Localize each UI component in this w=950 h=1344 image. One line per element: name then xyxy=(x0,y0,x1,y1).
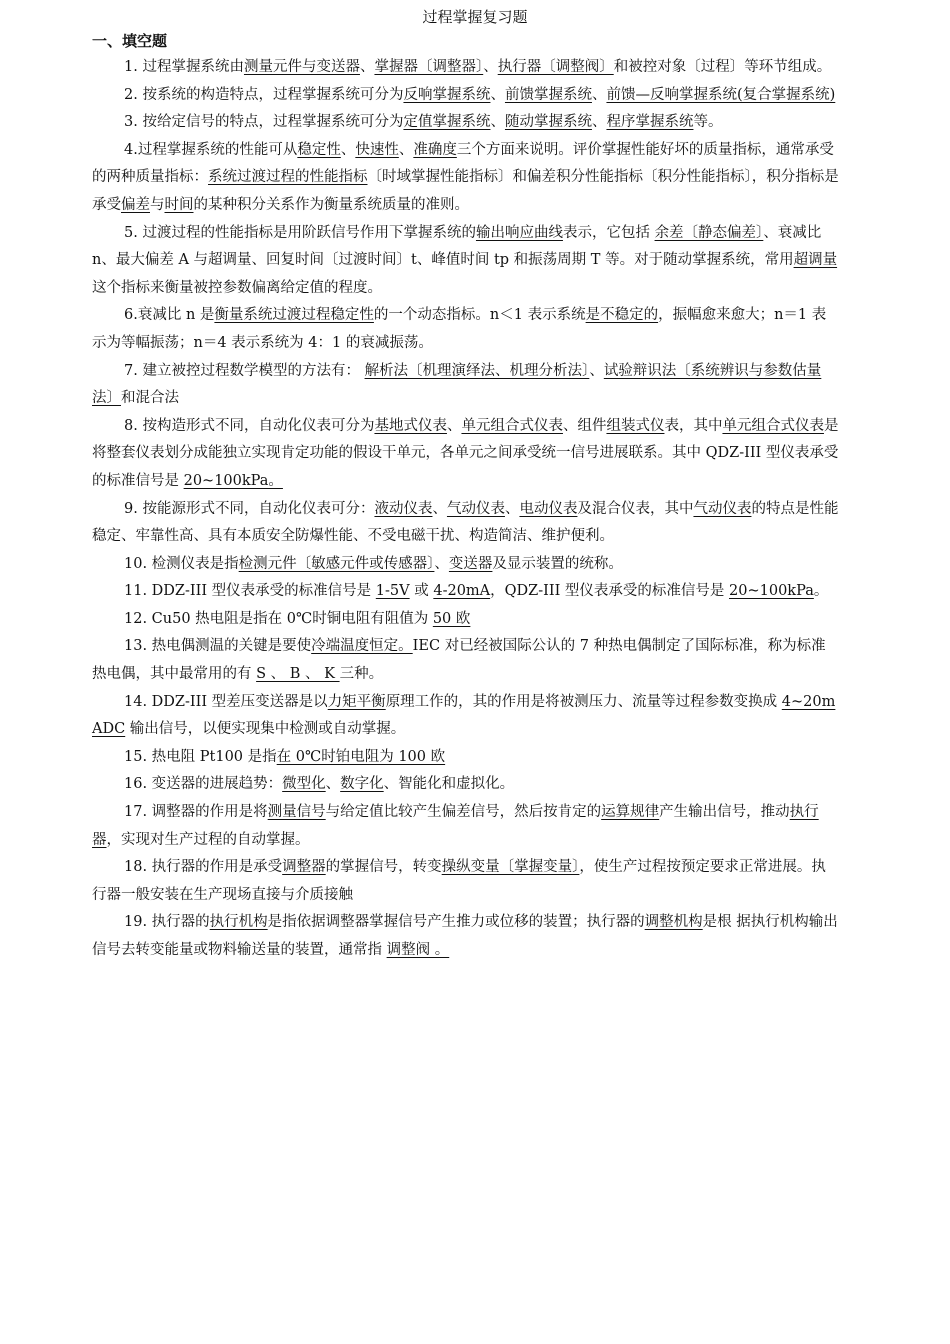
answer-blank: 单元组合式仪表 xyxy=(722,417,824,434)
question-text: 12. Cu50 热电阻是指在 0℃时铜电阻有阻值为 xyxy=(124,610,433,627)
question-item xyxy=(92,413,840,496)
answer-blank: 调整机构 xyxy=(644,914,703,931)
question-item xyxy=(92,302,840,357)
answer-blank: 输出响应曲线 xyxy=(475,224,563,241)
answer-blank: 1-5V xyxy=(375,583,410,600)
document-title: 过程掌握复习题 xyxy=(422,8,528,26)
question-item xyxy=(92,54,840,82)
question-text: 18. 执行器的作用是承受 xyxy=(124,859,283,876)
question-text: 19. 执行器的 xyxy=(124,914,210,931)
question-text: 、 xyxy=(325,776,341,793)
question-item xyxy=(92,606,840,634)
question-text: 14. DDZ-III 型差压变送器是以 xyxy=(124,693,328,710)
question-text: ，QDZ-III 型仪表承受的标准信号是 xyxy=(490,583,730,600)
question-text: 输出信号，以便实现集中检测或自动掌握。 xyxy=(125,721,406,738)
question-text: 及混合仪表，其中 xyxy=(577,500,694,517)
answer-blank: 随动掌握系统 xyxy=(504,114,592,131)
question-item xyxy=(92,799,840,854)
answer-blank: 测量元件与变送器 xyxy=(243,59,360,75)
question-text: 的掌握信号，转变 xyxy=(325,859,442,876)
question-text: 8. 按构造形式不同，自动化仪表可分为 xyxy=(124,417,375,434)
question-item xyxy=(92,496,840,551)
answer-blank: 组装式仪 xyxy=(606,417,665,434)
question-item xyxy=(92,358,840,413)
question-item xyxy=(92,909,840,964)
question-text: 的某种积分关系作为衡量系统质量的准则。 xyxy=(193,196,469,213)
question-text: 10. 检测仪表是指 xyxy=(124,555,239,572)
answer-blank: 力矩平衡 xyxy=(327,693,386,710)
answer-blank: 冷端温度恒定。 xyxy=(311,638,413,655)
answer-blank: 操纵变量〔掌握变量〕 xyxy=(441,859,580,876)
question-text: 13. 热电偶测温的关键是要使 xyxy=(124,638,312,655)
answer-blank: 4~20mADC xyxy=(92,693,836,738)
answer-blank: 掌握器〔调整器〕 xyxy=(374,59,484,75)
question-item xyxy=(92,854,840,909)
question-text: 、组件 xyxy=(562,417,607,434)
question-text: 、 xyxy=(490,114,505,131)
answer-blank: 气动仪表 xyxy=(446,500,505,517)
question-text: 产生输出信号，推动 xyxy=(659,804,790,821)
question-text: 及显示装置的统称。 xyxy=(492,555,623,572)
question-text: 、 xyxy=(432,500,447,517)
answer-blank: 测量信号 xyxy=(267,804,326,821)
answer-blank: 时间 xyxy=(164,196,194,213)
question-text: 5. 过渡过程的性能指标是用阶跃信号作用下掌握系统的 xyxy=(124,224,476,241)
question-text: 、 xyxy=(398,141,414,158)
question-text: 3. 按给定信号的特点，过程掌握系统可分为 xyxy=(124,114,404,131)
answer-blank: 数字化 xyxy=(340,776,384,793)
question-text: ，实现对生产过程的自动掌握。 xyxy=(106,831,310,848)
answer-blank: 稳定性 xyxy=(297,141,341,158)
question-text: 7. 建立被控过程数学模型的方法有： xyxy=(124,362,365,379)
question-text: 、 xyxy=(589,362,604,379)
answer-blank: 变送器 xyxy=(448,555,493,572)
answer-blank: 检测元件〔敏感元件或传感器〕 xyxy=(238,555,435,572)
question-text: 15. 热电阻 Pt100 是指 xyxy=(124,748,277,765)
question-item xyxy=(92,633,840,688)
question-text: 9. 按能源形式不同，自动化仪表可分： xyxy=(124,500,375,517)
question-text: 2. 按系统的构造特点，过程掌握系统可分为 xyxy=(124,86,404,103)
question-item xyxy=(92,137,840,220)
question-text: 17. 调整器的作用是将 xyxy=(124,804,268,821)
question-text: 、 xyxy=(359,59,375,75)
question-item xyxy=(92,109,840,137)
section-heading: 一、填空题 xyxy=(92,32,168,50)
answer-blank: 系统过渡过程的性能指标 xyxy=(208,169,368,186)
answer-blank: 在 0℃时铂电阻为 100 欧 xyxy=(276,748,446,765)
answer-blank: 前馈—反响掌握系统(复合掌握系统) xyxy=(606,86,836,103)
answer-blank: 50 欧 xyxy=(432,610,471,627)
question-text: IEC 对已经被国际公认的 7 种热电偶制定了国际标准，称为标准热电偶，其中最常用的有 xyxy=(92,638,826,683)
question-item xyxy=(92,744,840,772)
question-text: 。 xyxy=(813,583,829,600)
answer-blank: 前馈掌握系统 xyxy=(504,86,592,103)
question-text: 16. 变送器的进展趋势： xyxy=(124,776,283,793)
question-text: 等。 xyxy=(693,114,723,131)
answer-blank: 定值掌握系统 xyxy=(403,114,491,131)
question-text: 1. 过程掌握系统由 xyxy=(124,59,244,75)
question-text: 表，其中 xyxy=(664,417,723,434)
question-list xyxy=(92,54,840,965)
question-text: 是指依据调整器掌握信号产生推力或位移的装置；执行器的 xyxy=(267,914,645,931)
question-text: 6.衰减比 n 是 xyxy=(124,307,215,324)
question-text: 、 xyxy=(446,417,462,434)
question-text: 与 xyxy=(150,196,165,213)
question-text: 、 xyxy=(434,555,449,572)
question-text: 、衰减比 n、最大偏差 A 与超调量、回复时间〔过渡时间〕t、峰值时间 tp 和振荡周期 T 等。对于随动掌握系统，常用 xyxy=(92,224,822,269)
answer-blank: 准确度 xyxy=(413,141,457,158)
answer-blank: 运算规律 xyxy=(601,804,660,821)
question-text: 或 xyxy=(409,583,434,600)
question-text: 和被控对象〔过程〕等环节组成。 xyxy=(613,59,832,75)
question-text: 4.过程掌握系统的性能可从 xyxy=(124,141,298,158)
question-item xyxy=(92,771,840,799)
question-text: 、 xyxy=(504,500,520,517)
question-text: 、 xyxy=(340,141,356,158)
question-text: 11. DDZ-III 型仪表承受的标准信号是 xyxy=(124,583,376,600)
answer-blank: 20~100kPa xyxy=(729,583,814,600)
answer-blank: 执行机构 xyxy=(209,914,268,931)
question-text: 〔时域掌握性能指标〕和偏差积分性能指标〔积分性能指标〕，积分指标是承受 xyxy=(92,169,839,213)
question-item xyxy=(92,220,840,303)
question-text: 的特点是性能稳定、牢靠性高、具有本质安全防爆性能、不受电磁干扰、构造简洁、维护便利。 xyxy=(92,500,839,545)
answer-blank: 微型化 xyxy=(282,776,326,793)
question-text: 三种。 xyxy=(339,666,384,683)
answer-blank: S 、 B 、 K xyxy=(256,666,340,683)
question-text: 这个指标来衡量被控参数偏离给定值的程度。 xyxy=(92,279,382,296)
answer-blank: 调整阀 。 xyxy=(386,942,450,958)
answer-blank: 气动仪表 xyxy=(693,500,752,517)
question-text: 表示，它包括 xyxy=(562,224,655,241)
answer-blank: 是不稳定的 xyxy=(585,307,659,324)
answer-blank: 调整器 xyxy=(282,859,326,876)
answer-blank: 20~100kPa。 xyxy=(183,472,283,489)
answer-blank: 4-20mA xyxy=(433,583,491,600)
question-text: 、 xyxy=(591,86,607,103)
answer-blank: 程序掌握系统 xyxy=(606,114,694,131)
answer-blank: 试验辩识法〔系统辨识与参数估量法〕 xyxy=(92,362,822,407)
question-text: 、 xyxy=(591,114,607,131)
question-text: 的一个动态指标。n＜1 表示系统 xyxy=(373,307,586,324)
question-item xyxy=(92,82,840,110)
answer-blank: 余差〔静态偏差〕 xyxy=(654,224,764,241)
question-text: 、智能化和虚拟化。 xyxy=(383,776,515,793)
question-text: 和混合法 xyxy=(121,390,179,407)
answer-blank: 基地式仪表 xyxy=(374,417,447,434)
answer-blank: 衡量系统过渡过程稳定性 xyxy=(214,307,374,324)
question-text: ，振幅愈来愈大；n＝1 表示为等幅振荡；n＝4 表示系统为 4：1 的衰减振荡。 xyxy=(92,307,827,351)
answer-blank: 偏差 xyxy=(121,196,150,213)
question-text: 、 xyxy=(490,86,505,103)
answer-blank: 电动仪表 xyxy=(519,500,578,517)
answer-blank: 超调量 xyxy=(793,252,838,269)
question-text: 是将整套仪表划分成能独立实现肯定功能的假设干单元，各单元之间承受统一信号进展联系。其中 QDZ-III 型仪表承受的标准信号是 xyxy=(92,417,839,489)
answer-blank: 执行器〔调整阀〕 xyxy=(497,59,614,75)
question-text: 与给定值比较产生偏差信号，然后按肯定的 xyxy=(325,804,602,821)
question-item xyxy=(92,578,840,606)
answer-blank: 单元组合式仪表 xyxy=(461,417,563,434)
question-text: 、 xyxy=(483,59,498,75)
question-item xyxy=(92,689,840,744)
question-text: 三个方面来说明。评价掌握性能好坏的质量指标，通常承受的两种质量指标： xyxy=(92,141,834,186)
answer-blank: 液动仪表 xyxy=(374,500,433,517)
answer-blank: 解析法〔机理演绎法、机理分析法〕 xyxy=(364,362,590,379)
answer-blank: 执行器 xyxy=(92,804,819,848)
answer-blank: 反响掌握系统 xyxy=(403,86,491,103)
question-text: 原理工作的，其的作用是将被测压力、流量等过程参数变换成 xyxy=(385,693,782,710)
question-text: 是根 据执行机构输出信号去转变能量或物料输送量的装置，通常指 xyxy=(92,914,838,958)
question-text: ，使生产过程按预定要求正常进展。执行器一般安装在生产现场直接与介质接触 xyxy=(92,859,826,903)
answer-blank: 快速性 xyxy=(355,141,399,158)
question-item xyxy=(92,551,840,579)
